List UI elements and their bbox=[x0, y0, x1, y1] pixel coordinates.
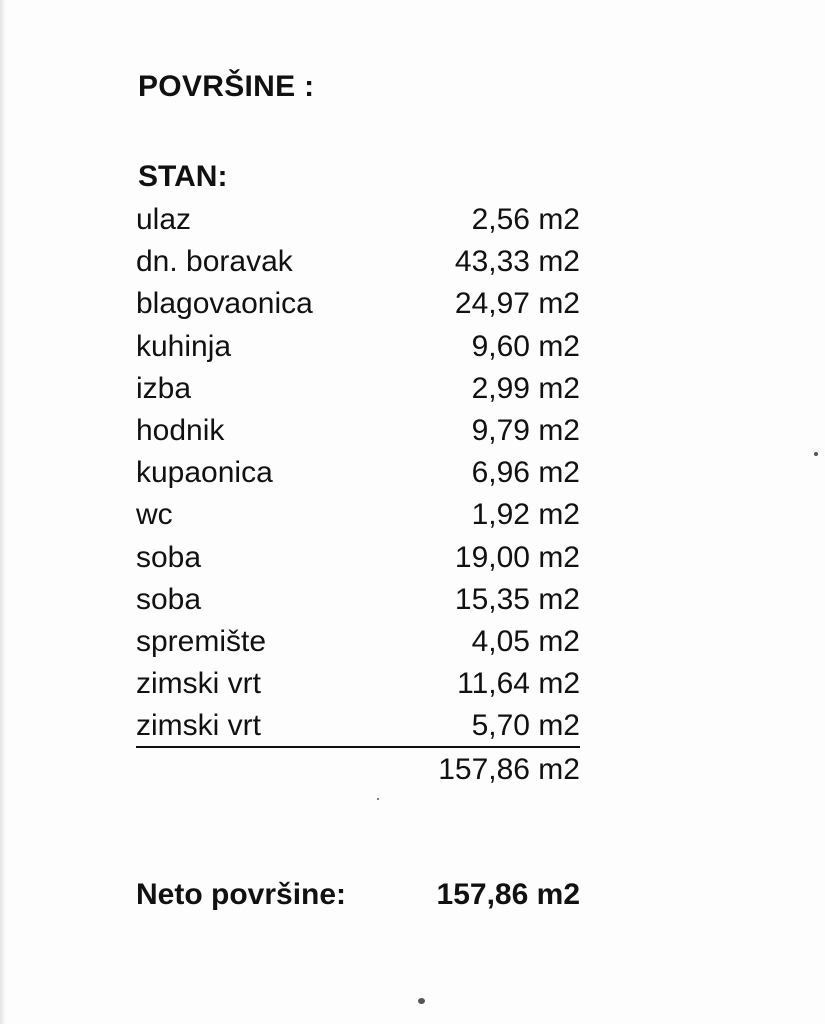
sum-underline bbox=[136, 746, 580, 748]
document-title: POVRŠINE : bbox=[138, 70, 315, 103]
area-row bbox=[136, 580, 580, 622]
room-area: 5,70 m2 bbox=[471, 709, 580, 743]
room-name: izba bbox=[136, 371, 192, 405]
room-area: 9,79 m2 bbox=[471, 413, 580, 447]
area-row bbox=[136, 453, 580, 495]
area-row bbox=[136, 622, 580, 664]
room-area: 11,64 m2 bbox=[457, 667, 580, 701]
area-row bbox=[136, 495, 580, 537]
room-area: 19,00 m2 bbox=[454, 540, 580, 574]
area-row bbox=[136, 200, 580, 242]
room-area: 43,33 m2 bbox=[454, 245, 580, 279]
room-area: 2,56 m2 bbox=[471, 203, 580, 236]
room-area: 2,99 m2 bbox=[471, 371, 580, 405]
room-area: 15,35 m2 bbox=[454, 582, 580, 616]
room-name: kuhinja bbox=[136, 329, 232, 363]
area-row bbox=[136, 369, 580, 411]
room-name: zimski vrt bbox=[136, 709, 261, 743]
room-name: blagovaonica bbox=[136, 287, 313, 321]
scan-speck bbox=[814, 452, 818, 456]
net-area-label: Neto površine: bbox=[136, 878, 347, 911]
area-row bbox=[136, 706, 580, 748]
room-name: ulaz bbox=[136, 203, 192, 236]
room-area: 6,96 m2 bbox=[471, 456, 580, 490]
area-row bbox=[136, 284, 580, 326]
area-row bbox=[136, 242, 580, 284]
room-name: wc bbox=[136, 498, 173, 532]
room-name: zimski vrt bbox=[136, 667, 261, 701]
area-list bbox=[136, 200, 580, 748]
section-heading: STAN: bbox=[138, 160, 228, 193]
room-area: 4,05 m2 bbox=[471, 624, 580, 658]
room-area: 24,97 m2 bbox=[454, 287, 580, 321]
room-name: soba bbox=[136, 582, 202, 616]
scan-edge bbox=[0, 0, 6, 1024]
scan-speck bbox=[418, 998, 425, 1004]
room-area: 1,92 m2 bbox=[471, 498, 580, 532]
area-row bbox=[136, 538, 580, 580]
room-name: soba bbox=[136, 540, 202, 574]
room-area: 9,60 m2 bbox=[471, 329, 580, 363]
scan-speck bbox=[377, 798, 379, 800]
room-name: kupaonica bbox=[136, 456, 273, 490]
area-row bbox=[136, 327, 580, 369]
area-row bbox=[136, 664, 580, 706]
net-area-value: 157,86 m2 bbox=[436, 878, 580, 911]
total-area: 157,86 m2 bbox=[438, 753, 580, 786]
room-name: spremište bbox=[136, 624, 267, 658]
area-row bbox=[136, 411, 580, 453]
room-name: dn. boravak bbox=[136, 245, 293, 279]
room-name: hodnik bbox=[136, 413, 225, 447]
